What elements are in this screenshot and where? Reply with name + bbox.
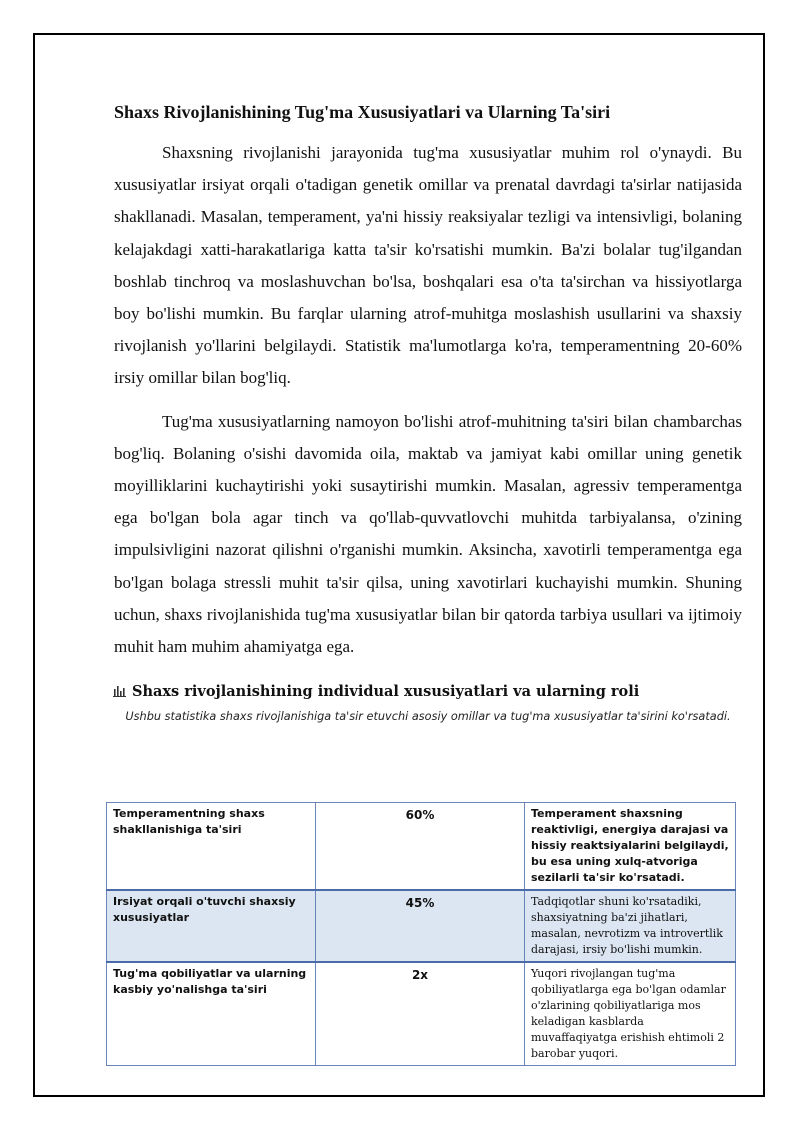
row-description: Temperament shaxsning reaktivligi, energiya darajasi va hissiy reaktsiyalarini belgilaydi, bu esa uning xulq-atvoriga sezilarli ta'sir ko'rsatadi. bbox=[525, 803, 736, 891]
stats-heading bbox=[113, 681, 741, 703]
paragraph-2: Tug'ma xususiyatlarning namoyon bo'lishi atrof-muhitning ta'siri bilan chambarchas bog'liq. Bolaning o'sishi davomida oila, maktab va jamiyat kabi omillar uning genetik moyilliklarini kuchaytirishi yoki susaytirishi mumkin. Masalan, agressiv temperamentga ega bo'lgan bola agar tinch va qo'llab-quvvatlovchi muhitda tarbiyalansa, o'zining impulsivligini nazorat qilishni o'rganishi mumkin. Aksincha, xavotirli temperamentga ega bo'lgan bolaga stressli muhit ta'sir qilsa, uning xavotirlari kuchayishi mumkin. Shuning uchun, shaxs rivojlanishida tug'ma xususiyatlar bilan bir qatorda tarbiya usullari va ijtimoiy muhit ham muhim ahamiyatga ega. bbox=[114, 411, 742, 657]
paragraph-1: Shaxsning rivojlanishi jarayonida tug'ma xususiyatlar muhim rol o'ynaydi. Bu xususiyatlar irsiyat orqali o'tadigan genetik omillar va prenatal davrdagi ta'sirlar natijasida shakllanadi. Masalan, temperament, ya'ni hissiy reaksiyalar tezligi va intensivligi, bolaning kelajakdagi xatti-harakatlariga katta ta'sir ko'rsatishi mumkin. Ba'zi bolalar tug'ilgandan boshlab tinchroq va moslashuvchan bo'lsa, boshqalari esa o'ta ta'sirchan va hissiyotlarga boy bo'lishi mumkin. Bu farqlar ularning atrof-muhitga moslashish usullarini va shaxsiy rivojlanish yo'llarini belgilaydi. Statistik ma'lumotlarga ko'ra, temperamentning 20-60% irsiy omillar bilan bog'liq. bbox=[114, 143, 742, 388]
stats-table bbox=[106, 802, 736, 1066]
row-value: 60% bbox=[316, 803, 525, 891]
table-row bbox=[107, 890, 736, 962]
stats-subtitle: Ushbu statistika shaxs rivojlanishiga ta'sir etuvchi asosiy omillar va tug'ma xususiyatlar ta'sirini ko'rsatadi. bbox=[125, 710, 731, 724]
document-body bbox=[114, 100, 742, 725]
document-title: Shaxs Rivojlanishining Tug'ma Xususiyatlari va Ularning Ta'siri bbox=[114, 102, 611, 122]
table-row bbox=[107, 803, 736, 891]
row-label: Temperamentning shaxs shakllanishiga ta'siri bbox=[107, 803, 316, 891]
row-value: 2x bbox=[316, 962, 525, 1066]
row-description: Yuqori rivojlangan tug'ma qobiliyatlarga ega bo'lgan odamlar o'zlarining qobiliyatlariga mos keladigan kasblarda muvaffaqiyatga erishish ehtimoli 2 barobar yuqori. bbox=[525, 962, 736, 1066]
row-description: Tadqiqotlar shuni ko'rsatadiki, shaxsiyatning ba'zi jihatlari, masalan, nevrotizm va introvertlik darajasi, irsiy bo'lishi mumkin. bbox=[525, 890, 736, 962]
table-row bbox=[107, 962, 736, 1066]
stats-heading-text: Shaxs rivojlanishining individual xususiyatlari va ularning roli bbox=[132, 683, 640, 701]
row-label: Tug'ma qobiliyatlar va ularning kasbiy yo'nalishga ta'siri bbox=[107, 962, 316, 1066]
bar-chart-icon bbox=[113, 682, 126, 694]
row-value: 45% bbox=[316, 890, 525, 962]
row-label: Irsiyat orqali o'tuvchi shaxsiy xususiyatlar bbox=[107, 890, 316, 962]
